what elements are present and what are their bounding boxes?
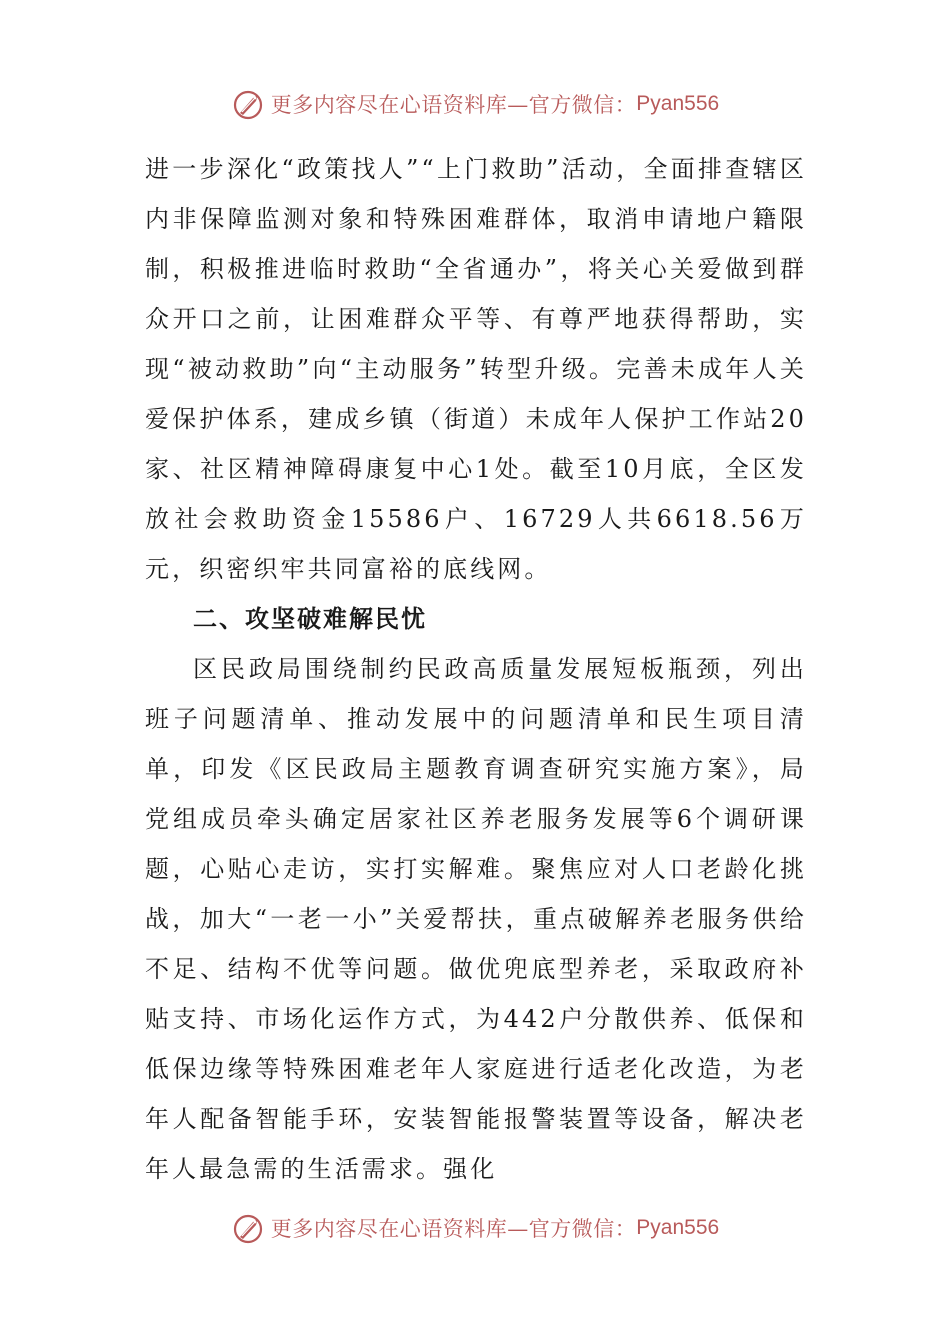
watermark-wechat-id: Pyan556 bbox=[636, 1216, 720, 1239]
pen-nib-circle-icon bbox=[231, 86, 267, 122]
watermark-wechat-id: Pyan556 bbox=[636, 92, 720, 115]
section-heading: 二、攻坚破难解民忧 bbox=[193, 605, 427, 633]
pen-nib-circle-icon bbox=[231, 1210, 267, 1246]
watermark-text: 更多内容尽在心语资料库—官方微信： bbox=[270, 93, 637, 117]
watermark-header bbox=[0, 84, 950, 124]
body-paragraph: 区民政局围绕制约民政高质量发展短板瓶颈，列出班子问题清单、推动发展中的问题清单和民生项目清单，印发《区民政局主题教育调查研究实施方案》，局党组成员牵头确定居家社区养老服务发展等6个调研课题，心贴心走访，实打实解难。聚焦应对人口老龄化挑战，加大“一老一小”关爱帮扶，重点破解养老服务供给不足、结构不优等问题。做优兜底型养老，采取政府补贴支持、市场化运作方式，为442户分散供养、低保和低保边缘等特殊困难老年人家庭进行适老化改造，为老年人配备智能手环，安装智能报警装置等设备，解决老年人最急需的生活需求。强化 bbox=[145, 655, 807, 1183]
watermark-footer bbox=[0, 1208, 950, 1248]
watermark-text: 更多内容尽在心语资料库—官方微信： bbox=[270, 1217, 637, 1241]
body-paragraph: 进一步深化“政策找人”“上门救助”活动，全面排查辖区内非保障监测对象和特殊困难群体，取消申请地户籍限制，积极推进临时救助“全省通办”，将关心关爱做到群众开口之前，让困难群众平等、有尊严地获得帮助，实现“被动救助”向“主动服务”转型升级。完善未成年人关爱保护体系，建成乡镇（街道）未成年人保护工作站20家、社区精神障碍康复中心1处。截至10月底，全区发放社会救助资金15586户、16729人共6618.56万元，织密织牢共同富裕的底线网。 bbox=[145, 155, 807, 583]
document-body bbox=[145, 144, 807, 1194]
